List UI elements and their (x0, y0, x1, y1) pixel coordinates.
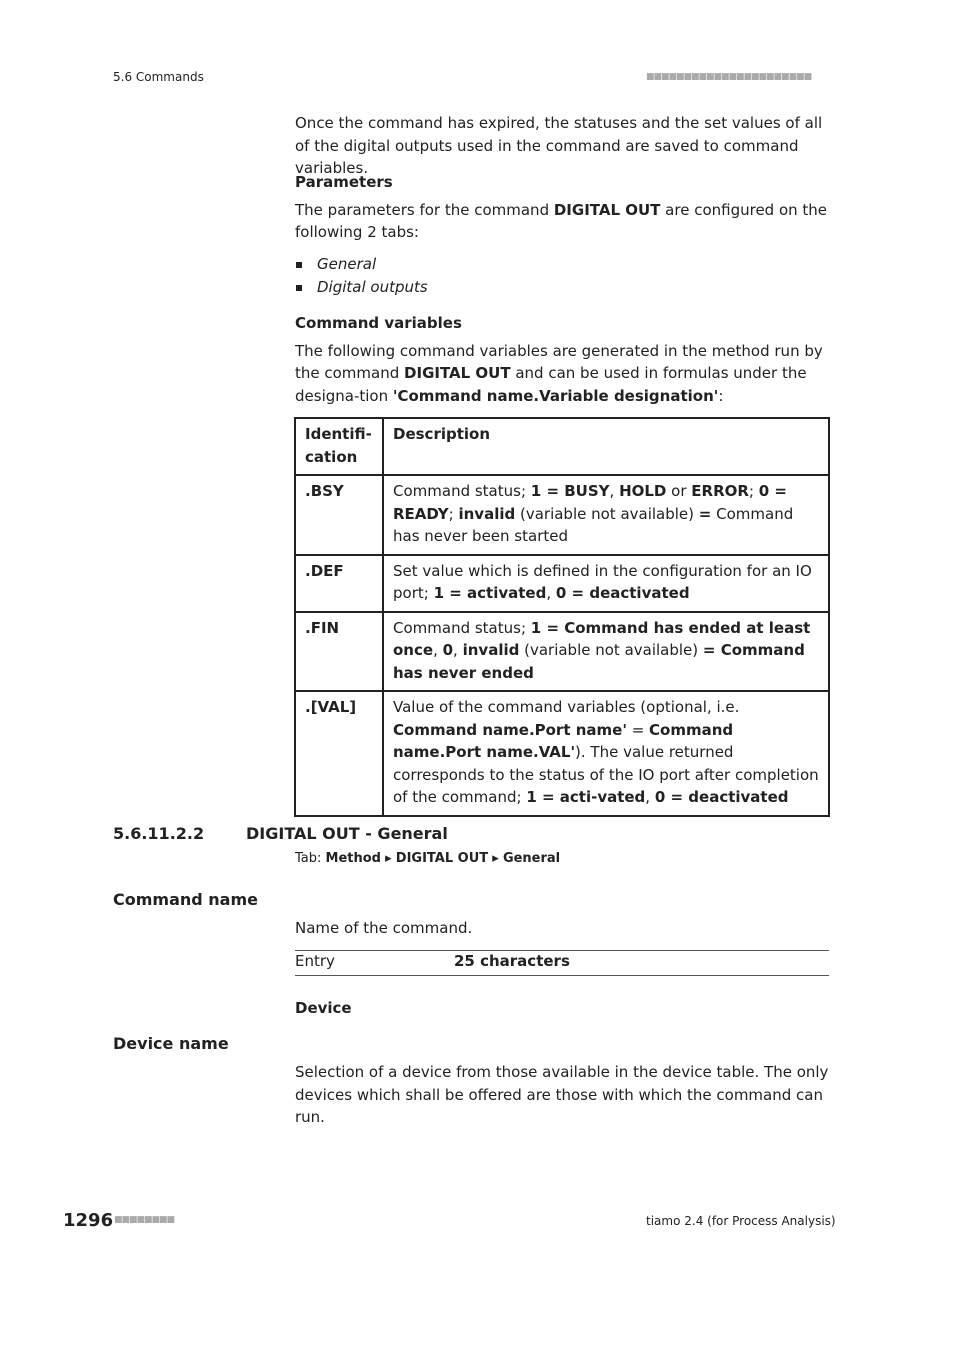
command-variables-text: The following command variables are generated in the method run by the command DIGITAL OUT and can be used in formulas under the designa-tion 'Command name.Variable designation': (295, 341, 823, 405)
device-heading-block (295, 997, 829, 1020)
variable-id: .DEF (295, 555, 383, 612)
command-variables-table (294, 417, 830, 817)
parameters-block (295, 171, 829, 299)
page-number-dots: ■■■■■■■■ (114, 1215, 175, 1225)
table-header-row (295, 418, 829, 475)
variable-description: Command status; 1 = BUSY, HOLD or ERROR; 0 = READY; invalid (variable not available) = Command has never been started (383, 475, 829, 555)
device-name-label: Device name (113, 1034, 229, 1053)
table-row (295, 475, 829, 555)
table-row (295, 555, 829, 612)
column-header-description: Description (383, 418, 829, 475)
entry-row (295, 950, 829, 976)
bullet-icon (296, 285, 302, 291)
list-item: Digital outputs (295, 276, 829, 299)
parameters-heading: Parameters (295, 173, 393, 191)
device-heading: Device (295, 999, 352, 1017)
running-header-section: 5.6 Commands (113, 70, 204, 84)
command-variables-block (295, 312, 829, 407)
page-number: 1296 (63, 1210, 114, 1231)
section-number: 5.6.11.2.2 (113, 824, 205, 843)
device-name-description: Selection of a device from those available in the device table. The only devices which shall be offered are those with which the command can run. (295, 1063, 829, 1126)
running-header-dots: ■■■■■■■■■■■■■■■■■■■■■■ (646, 72, 812, 82)
variable-id: .BSY (295, 475, 383, 555)
variable-id: .FIN (295, 612, 383, 692)
entry-key: Entry (295, 952, 335, 970)
section-title: DIGITAL OUT - General (246, 824, 448, 843)
variable-description: Command status; 1 = Command has ended at least once, 0, invalid (variable not available) = Command has never ended (383, 612, 829, 692)
list-item: General (295, 253, 829, 276)
command-variables-heading: Command variables (295, 314, 462, 332)
intro-paragraph (295, 112, 829, 180)
intro-text: Once the command has expired, the statuses and the set values of all of the digital outputs used in the command are saved to command variables. (295, 114, 823, 177)
command-name-description: Name of the command. (295, 919, 473, 937)
variable-description: Set value which is defined in the configuration for an IO port; 1 = activated, 0 = deactivated (383, 555, 829, 612)
tab-list (295, 253, 829, 299)
entry-value: 25 characters (454, 952, 570, 970)
table-row (295, 691, 829, 816)
variable-description: Value of the command variables (optional, i.e. Command name.Port name' = Command name.Port name.VAL'). The value returned corresponds to the status of the IO port after completion of the command; 1 = acti-vated, 0 = deactivated (383, 691, 829, 816)
footer-product: tiamo 2.4 (for Process Analysis) (646, 1214, 836, 1228)
parameters-text: The parameters for the command DIGITAL OUT are configured on the following 2 tabs: (295, 200, 828, 241)
breadcrumb-arrow-icon: ▸ (488, 851, 503, 866)
variable-id: .[VAL] (295, 691, 383, 816)
command-name-label: Command name (113, 890, 258, 909)
bullet-icon (296, 262, 302, 268)
tab-breadcrumb: Tab: Method ▸ DIGITAL OUT ▸ General (295, 851, 561, 866)
column-header-identification: Identifi-cation (295, 418, 383, 475)
table-row (295, 612, 829, 692)
breadcrumb-arrow-icon: ▸ (381, 851, 396, 866)
